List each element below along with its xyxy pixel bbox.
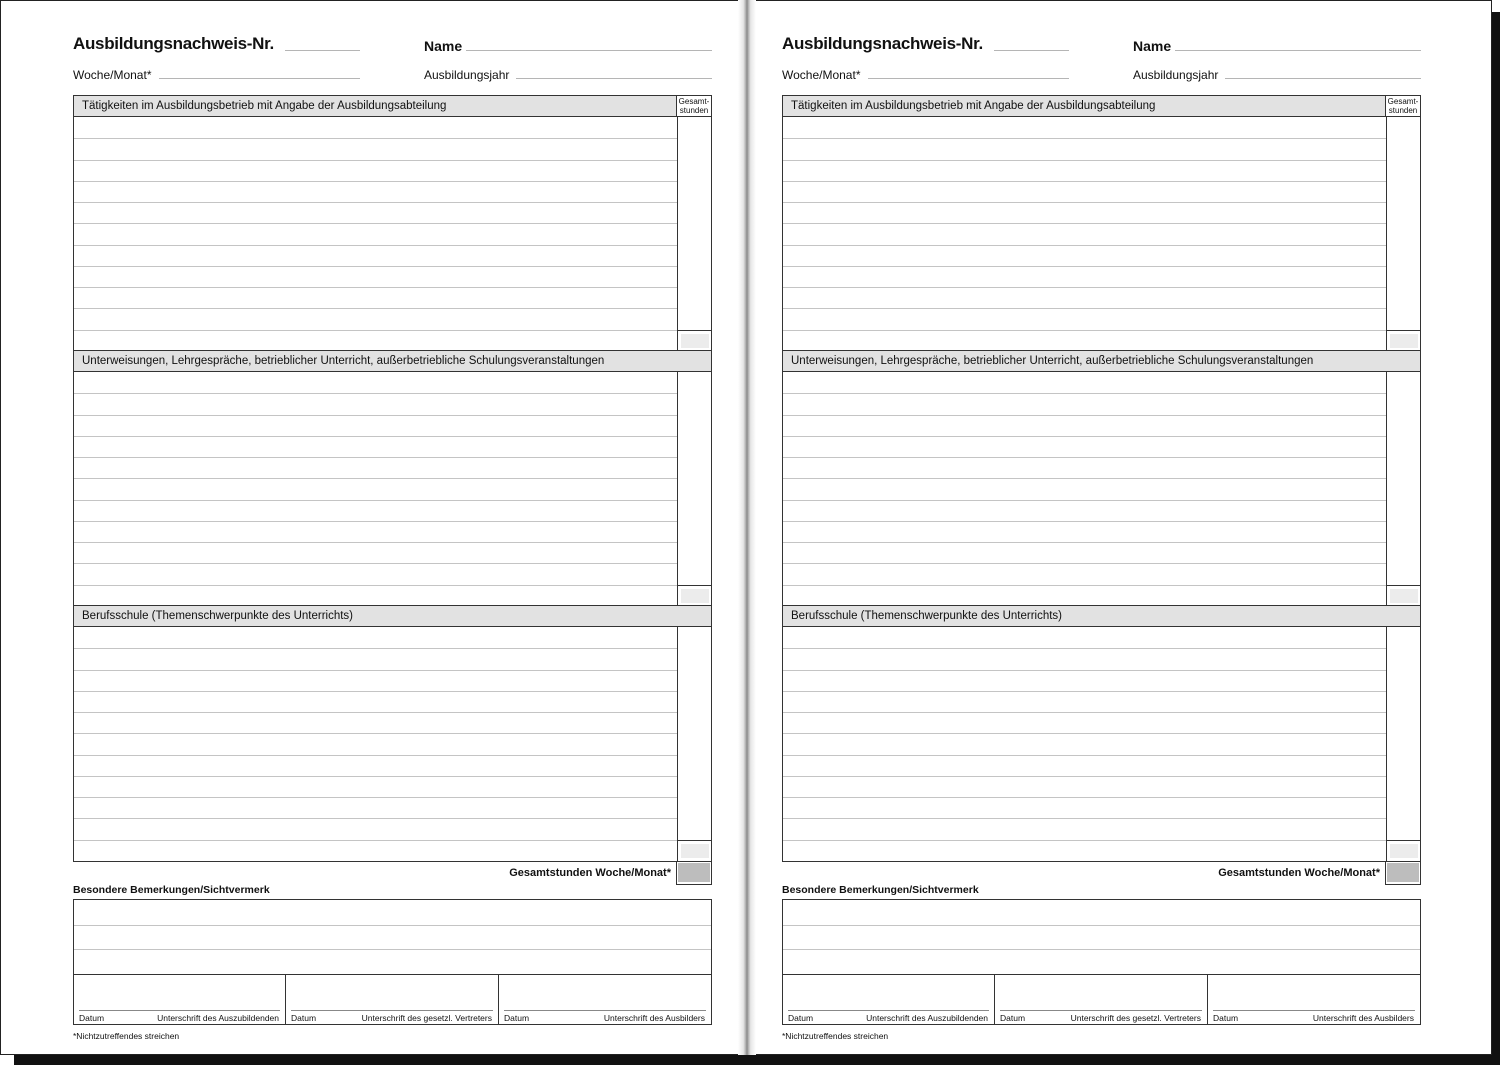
signature-label: Unterschrift des Auszubildenden (866, 1013, 988, 1023)
section-entry-area (73, 627, 712, 862)
total-hours-label: Gesamtstunden Woche/Monat* (509, 867, 671, 879)
form-title: Ausbildungsnachweis-Nr. (782, 34, 983, 53)
signature-row (74, 974, 711, 1025)
signature-date-label: Datum (504, 1013, 530, 1023)
training-year-field[interactable] (516, 78, 712, 79)
entry-lines[interactable] (74, 627, 677, 861)
hours-column[interactable] (1386, 372, 1421, 585)
hours-column[interactable] (677, 627, 712, 840)
week-month-field[interactable] (159, 78, 360, 79)
book-gutter (738, 0, 756, 1055)
entry-line (783, 266, 1386, 267)
report-number-field[interactable] (285, 50, 360, 51)
week-month-field[interactable] (868, 78, 1069, 79)
entry-lines[interactable] (783, 372, 1386, 606)
signature-cell[interactable] (783, 975, 995, 1025)
entry-line (783, 733, 1386, 734)
entry-line (783, 287, 1386, 288)
section-header (73, 605, 712, 627)
entry-line (783, 202, 1386, 203)
entry-line (783, 670, 1386, 671)
entry-line (74, 181, 677, 182)
entry-line (783, 223, 1386, 224)
entry-lines[interactable] (74, 117, 677, 351)
section-entry-area (73, 372, 712, 607)
book-edge-shadow (14, 1055, 1500, 1065)
entry-line (783, 308, 1386, 309)
entry-line (74, 160, 677, 161)
entry-line (783, 691, 1386, 692)
remarks-line (74, 925, 711, 926)
signature-label: Unterschrift des Auszubildenden (157, 1013, 279, 1023)
footnote: *Nichtzutreffendes streichen (782, 1031, 889, 1041)
training-year-label: Ausbildungsjahr (424, 68, 510, 82)
entry-line (74, 670, 677, 671)
remarks-box[interactable] (73, 899, 712, 1025)
hours-column[interactable] (1386, 117, 1421, 330)
hours-column[interactable] (677, 117, 712, 330)
section-hours-subtotal[interactable] (1386, 330, 1421, 351)
name-field[interactable] (1175, 50, 1421, 51)
name-label: Name (1133, 38, 1172, 54)
signature-label: Unterschrift des gesetzl. Vertreters (361, 1013, 492, 1023)
entry-line (783, 755, 1386, 756)
left-page (0, 0, 746, 1055)
section-entry-area (73, 117, 712, 352)
signature-row (783, 974, 1420, 1025)
entry-line (783, 160, 1386, 161)
remarks-line (783, 949, 1420, 950)
signature-label: Unterschrift des Ausbilders (603, 1013, 705, 1023)
week-month-label: Woche/Monat* (782, 68, 861, 82)
entry-line (783, 712, 1386, 713)
entry-line (74, 500, 677, 501)
entry-line (783, 648, 1386, 649)
signature-line (79, 1010, 280, 1011)
entry-line (74, 457, 677, 458)
subtotal-shading (681, 844, 709, 858)
entry-line (783, 138, 1386, 139)
total-hours-header: Gesamt- stunden (676, 95, 712, 117)
entry-line (74, 478, 677, 479)
total-hours-label: Gesamtstunden Woche/Monat* (1218, 867, 1380, 879)
section-title: Berufsschule (Themenschwerpunkte des Unterrichts) (791, 610, 1063, 622)
entry-line (783, 500, 1386, 501)
section-entry-area (782, 372, 1421, 607)
entry-line (783, 542, 1386, 543)
entry-line (74, 138, 677, 139)
signature-line (504, 1010, 706, 1011)
entry-line (74, 797, 677, 798)
section-hours-subtotal[interactable] (677, 840, 712, 861)
entry-line (74, 415, 677, 416)
entry-line (74, 436, 677, 437)
total-hours-shading (678, 863, 710, 882)
entry-line (783, 563, 1386, 564)
entry-line (74, 840, 677, 841)
entry-line (783, 436, 1386, 437)
name-label: Name (424, 38, 463, 54)
entry-line (783, 330, 1386, 331)
hours-column[interactable] (677, 372, 712, 585)
section-title: Tätigkeiten im Ausbildungsbetrieb mit Angabe der Ausbildungsabteilung (82, 100, 447, 112)
subtotal-shading (1390, 334, 1418, 348)
signature-label: Unterschrift des Ausbilders (1312, 1013, 1414, 1023)
subtotal-shading (681, 334, 709, 348)
entry-line (783, 393, 1386, 394)
entry-line (74, 755, 677, 756)
entry-line (74, 266, 677, 267)
remarks-line (74, 949, 711, 950)
training-year-field[interactable] (1225, 78, 1421, 79)
section-hours-subtotal[interactable] (677, 585, 712, 606)
logbook-form (782, 1, 1422, 1056)
entry-line (783, 776, 1386, 777)
training-year-label: Ausbildungsjahr (1133, 68, 1219, 82)
entry-line (74, 563, 677, 564)
entry-line (74, 521, 677, 522)
section-hours-subtotal[interactable] (1386, 585, 1421, 606)
remarks-label: Besondere Bemerkungen/Sichtvermerk (782, 884, 979, 896)
entry-line (783, 818, 1386, 819)
entry-line (74, 542, 677, 543)
signature-cell[interactable] (74, 975, 286, 1025)
section-header (782, 350, 1421, 372)
signature-date-label: Datum (1213, 1013, 1239, 1023)
total-hours-shading (1387, 863, 1419, 882)
signature-label: Unterschrift des gesetzl. Vertreters (1070, 1013, 1201, 1023)
section-header (782, 605, 1421, 627)
entry-line (74, 287, 677, 288)
entry-line (74, 818, 677, 819)
logbook-form (73, 1, 713, 1056)
entry-line (74, 202, 677, 203)
signature-date-label: Datum (1000, 1013, 1026, 1023)
section-entry-area (782, 627, 1421, 862)
signature-line (1213, 1010, 1415, 1011)
signature-date-label: Datum (788, 1013, 814, 1023)
entry-line (74, 330, 677, 331)
subtotal-shading (1390, 589, 1418, 603)
signature-line (1000, 1010, 1202, 1011)
entry-line (74, 712, 677, 713)
entry-line (74, 393, 677, 394)
entry-line (74, 308, 677, 309)
subtotal-shading (681, 589, 709, 603)
hours-column[interactable] (1386, 627, 1421, 840)
week-month-label: Woche/Monat* (73, 68, 152, 82)
entry-line (783, 415, 1386, 416)
section-title: Unterweisungen, Lehrgespräche, betrieblicher Unterricht, außerbetriebliche Schulungsveranstaltungen (82, 355, 605, 367)
section-title: Berufsschule (Themenschwerpunkte des Unterrichts) (82, 610, 354, 622)
signature-line (291, 1010, 493, 1011)
total-hours-field[interactable] (676, 861, 712, 885)
entry-line (74, 223, 677, 224)
section-title: Tätigkeiten im Ausbildungsbetrieb mit Angabe der Ausbildungsabteilung (791, 100, 1156, 112)
entry-line (783, 457, 1386, 458)
entry-lines[interactable] (783, 627, 1386, 861)
section-hours-subtotal[interactable] (677, 330, 712, 351)
total-hours-field[interactable] (1385, 861, 1421, 885)
remarks-box[interactable] (782, 899, 1421, 1025)
entry-line (783, 797, 1386, 798)
entry-line (783, 478, 1386, 479)
entry-lines[interactable] (783, 117, 1386, 351)
section-hours-subtotal[interactable] (1386, 840, 1421, 861)
signature-cell[interactable] (1208, 975, 1420, 1025)
entry-line (74, 733, 677, 734)
section-title: Unterweisungen, Lehrgespräche, betrieblicher Unterricht, außerbetriebliche Schulungsveranstaltungen (791, 355, 1314, 367)
entry-line (783, 840, 1386, 841)
subtotal-shading (1390, 844, 1418, 858)
remarks-label: Besondere Bemerkungen/Sichtvermerk (73, 884, 270, 896)
signature-line (788, 1010, 989, 1011)
form-title: Ausbildungsnachweis-Nr. (73, 34, 274, 53)
entry-line (74, 776, 677, 777)
entry-line (783, 585, 1386, 586)
remarks-line (783, 925, 1420, 926)
entry-line (74, 585, 677, 586)
section-header (782, 95, 1421, 117)
entry-line (783, 245, 1386, 246)
signature-date-label: Datum (79, 1013, 105, 1023)
entry-line (74, 691, 677, 692)
footnote: *Nichtzutreffendes streichen (73, 1031, 180, 1041)
section-header (73, 95, 712, 117)
signature-cell[interactable] (499, 975, 711, 1025)
entry-line (783, 521, 1386, 522)
entry-line (74, 648, 677, 649)
entry-line (74, 245, 677, 246)
right-page (746, 0, 1492, 1055)
section-entry-area (782, 117, 1421, 352)
signature-cell[interactable] (995, 975, 1208, 1025)
entry-lines[interactable] (74, 372, 677, 606)
entry-line (783, 181, 1386, 182)
signature-date-label: Datum (291, 1013, 317, 1023)
section-header (73, 350, 712, 372)
total-hours-header: Gesamt- stunden (1385, 95, 1421, 117)
report-number-field[interactable] (994, 50, 1069, 51)
signature-cell[interactable] (286, 975, 499, 1025)
name-field[interactable] (466, 50, 712, 51)
